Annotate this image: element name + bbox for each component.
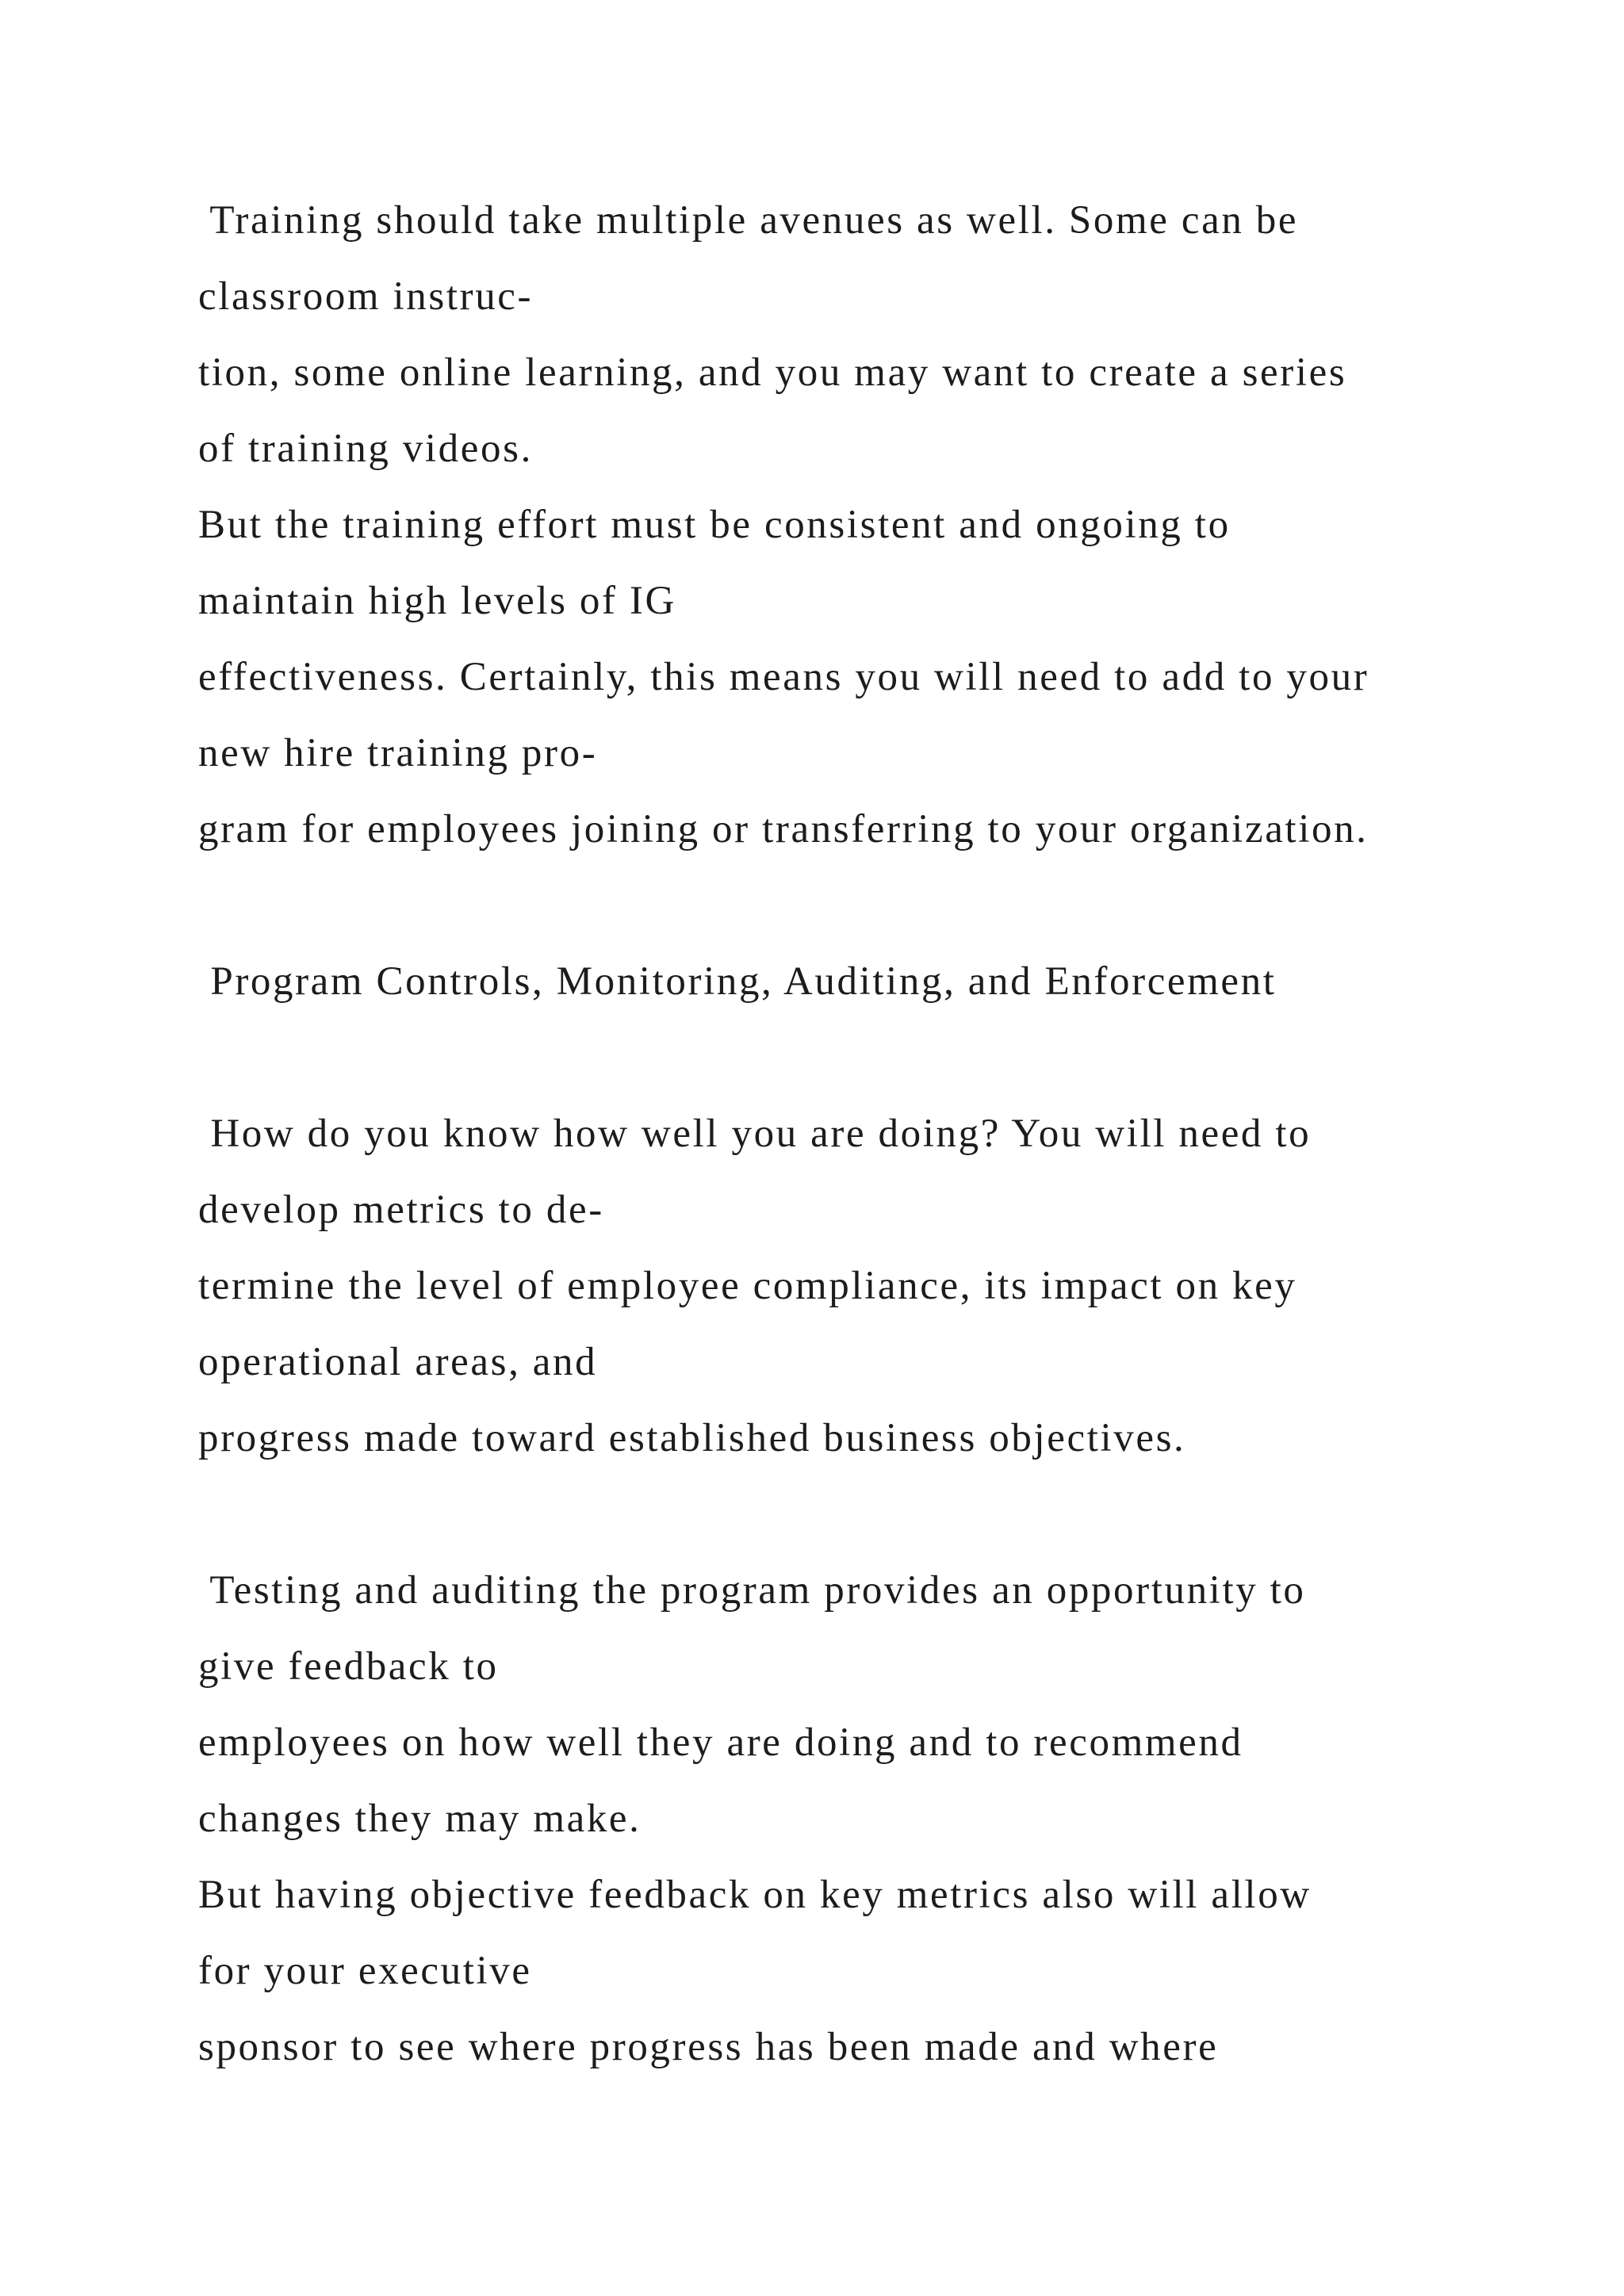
text-line: develop metrics to de- (198, 1188, 604, 1232)
text-line: changes they may make. (198, 1797, 642, 1841)
blank-line (198, 1020, 1546, 1096)
blank-line (198, 1476, 1546, 1552)
text-line: But having objective feedback on key metrics also will allow (198, 1873, 1312, 1917)
text-line: termine the level of employee compliance, its impact on key (198, 1264, 1297, 1308)
text-line: How do you know how well you are doing? You will need to (198, 1112, 1312, 1156)
text-line: progress made toward established business objectives. (198, 1416, 1186, 1460)
text-line: operational areas, and (198, 1340, 598, 1384)
text-line: effectiveness. Certainly, this means you will need to add to your (198, 655, 1369, 699)
text-line: give feedback to (198, 1644, 499, 1689)
text-line: tion, some online learning, and you may want to create a series (198, 350, 1347, 395)
section-heading: Program Controls, Monitoring, Auditing, and Enforcement (198, 959, 1277, 1004)
text-line: of training videos. (198, 427, 533, 471)
text-line: employees on how well they are doing and to recommend (198, 1720, 1243, 1765)
text-line: maintain high levels of IG (198, 579, 676, 623)
text-line: sponsor to see where progress has been made and where (198, 2025, 1219, 2069)
text-line: new hire training pro- (198, 731, 598, 775)
text-line: Testing and auditing the program provides an opportunity to (198, 1568, 1306, 1613)
text-line: But the training effort must be consistent and ongoing to (198, 503, 1231, 547)
text-line: Training should take multiple avenues as well. Some can be (198, 198, 1299, 243)
text-line: for your executive (198, 1949, 532, 1993)
document-body (198, 182, 1546, 2085)
blank-line (198, 867, 1546, 943)
text-line: classroom instruc- (198, 274, 534, 319)
text-line: gram for employees joining or transferring to your organization. (198, 807, 1369, 851)
